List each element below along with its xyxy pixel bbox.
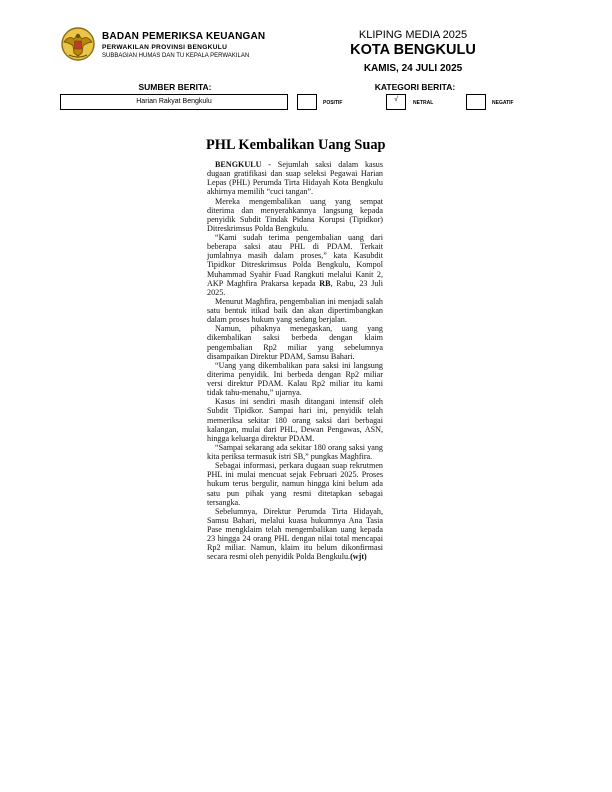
category-label: KATEGORI BERITA:: [374, 82, 456, 92]
city-title: KOTA BENGKULU: [350, 42, 476, 58]
article-body: [207, 160, 383, 562]
dateline: BENGKULU -: [215, 160, 271, 169]
paragraph: “Uang yang dikembalikan para saksi ini langsung diterima penyidik. Ini berbeda dengan Rp2 miliar versi direktur PDAM. Kalau Rp2 miliar itu kami tidak tahu-menahu,” ujarnya.: [207, 360, 383, 398]
article-headline: PHL Kembalikan Uang Suap: [206, 137, 386, 153]
paragraph: Mereka mengembalikan uang yang sempat diterima dan menyerahkannya langsung kepada penyidik Subdit Tindak Pidana Korupsi (Tipidkor) Ditreskrimsus Polda Bengkulu.: [207, 196, 383, 233]
checkbox-positif[interactable]: [297, 94, 317, 110]
checkbox-negatif[interactable]: [466, 94, 486, 110]
paragraph: “Sampai sekarang ada sekitar 180 orang saksi yang kita periksa termasuk istri SB,” pungkas Maghfira.: [207, 442, 383, 461]
source-value: Harian Rakyat Bengkulu: [136, 98, 212, 105]
org-name: BADAN PEMERIKSA KEUANGAN: [102, 31, 266, 42]
category-negatif-label: NEGATIF: [492, 100, 514, 106]
org-sub: PERWAKILAN PROVINSI BENGKULU: [102, 44, 228, 51]
paragraph: Sebagai informasi, perkara dugaan suap rekrutmen PHL ini mulai mencuat sejak Februari 2025. Proses hukum terus bergulir, namun hingga kini belum ada satu pun pihak yang resmi ditetapkan sebagai tersangka.: [207, 461, 383, 507]
paragraph-text: “Kami sudah terima pengembalian uang dari beberapa saksi atau PHL di PDAM. Terkait jumlahnya masih dalam proses,” kata Kasubdit Tipidkor Ditreskrimsus Polda Bengkulu, Kompol Muhammad Syahir Fuad Rangkuti melalui Kanit 2, AKP Maghfira Prakarsa kepada: [207, 233, 383, 288]
category-netral-label: NETRAL: [413, 100, 434, 106]
check-mark-icon: √: [394, 96, 398, 103]
org-unit: SUBBAGIAN HUMAS DAN TU KEPALA PERWAKILAN: [102, 53, 250, 59]
paragraph: Menurut Maghfira, pengembalian ini menjadi salah satu bentuk itikad baik dan akan dipertimbangkan dalam proses hukum yang sedang berjalan.: [207, 296, 383, 325]
paragraph: [207, 233, 383, 297]
source-label: SUMBER BERITA:: [138, 82, 212, 92]
paragraph-text: , Rabu, 23 Juli 2025.: [207, 278, 383, 297]
author-initials: (wjt): [350, 552, 367, 562]
category-positif-label: POSITIF: [323, 100, 343, 106]
garuda-emblem-icon: [60, 26, 96, 62]
paragraph: Namun, pihaknya menegaskan, uang yang dikembalikan saksi berbeda dengan klaim pengembalian Rp2 miliar yang sebelumnya disampaikan Direktur PDAM, Samsu Bahari.: [207, 324, 383, 361]
clipping-date: KAMIS, 24 JULI 2025: [363, 63, 463, 74]
paragraph-text: Sebelumnya, Direktur Perumda Tirta Hidayah, Samsu Bahari, melalui kuasa hukumnya Ana Tasia Pase mengklaim telah mengembalikan uang kepada 23 hingga 24 orang PHL dengan nilai total mencapai Rp2 miliar. Namun, klaim itu belum dikonfirmasi secara resmi oleh penyidik Polda Bengkulu.: [207, 506, 383, 562]
paragraph: [207, 160, 383, 197]
newspaper-abbrev: RB: [319, 278, 331, 288]
paragraph-text: Sejumlah saksi dalam kasus dugaan gratifikasi dan suap seleksi Pegawai Harian Lepas (PHL) Perumda Tirta Hidayah Kota Bengkulu akhirnya memilih “cuci tangan”.: [207, 160, 383, 197]
kliping-title: KLIPING MEDIA 2025: [358, 29, 468, 41]
paragraph: Kasus ini sendiri masih ditangani intensif oleh Subdit Tipidkor. Sampai hari ini, penyidik telah memeriksa sekitar 180 orang saksi dari berbagai kalangan, mulai dari PHL, Dewan Pengawas, ASN, hingga keluarga direktur PDAM.: [207, 397, 383, 443]
paragraph: [207, 507, 383, 562]
